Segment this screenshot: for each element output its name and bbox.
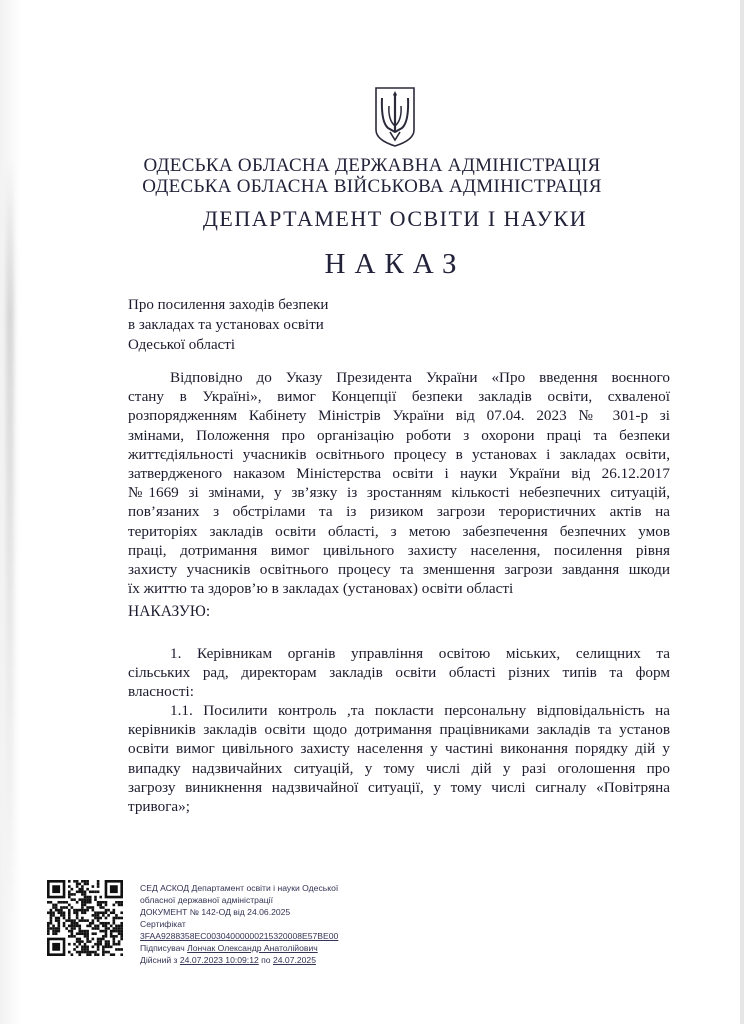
item-1-line: сільських рад, директорам закладів освіти області різних типів та форм	[128, 664, 670, 682]
qr-code-icon	[47, 880, 123, 956]
order-item-1	[128, 644, 670, 702]
department-title: ДЕПАРТАМЕНТ ОСВІТИ І НАУКИ	[202, 206, 588, 231]
valid-mid: по	[261, 955, 271, 965]
item-1-line: власності:	[128, 683, 194, 701]
sed-system-line: СЕД АСКОД Департамент освіти і науки Одеської	[140, 883, 339, 893]
military-administration-title: ОДЕСЬКА ОБЛАСНА ВІЙСЬКОВА АДМІНІСТРАЦІЯ	[142, 176, 602, 197]
order-directive-word: НАКАЗУЮ:	[128, 603, 211, 620]
subject-line: Одеської області	[128, 337, 236, 353]
valid-from: 24.07.2023 10:09:12	[179, 955, 259, 965]
trident-coat-of-arms-icon	[374, 86, 416, 148]
valid-prefix: Дійсний з	[140, 955, 178, 965]
preamble-line: їх життю та здоров’ю в закладах (установах) освіти області	[128, 580, 514, 598]
item-1-1-line: 1.1. Посилити контроль ,та покласти персональну відповідальність на	[170, 702, 670, 719]
preamble-line: територіях закладів освіти області, з метою забезпечення безпечних умов	[128, 522, 670, 540]
signature-details	[140, 882, 380, 966]
preamble-paragraph	[128, 368, 670, 598]
signer-label: Підписувач	[140, 943, 185, 953]
item-1-1-line: тривога»;	[128, 798, 190, 816]
preamble-line: затвердженого наказом Міністерства освіти і науки України від 26.12.2017	[128, 465, 670, 483]
preamble-line: захисту учасників освітнього процесу та зменшення загрози завдання шкоди	[128, 561, 670, 579]
valid-to: 24.07.2025	[272, 955, 316, 965]
order-subject	[128, 295, 428, 355]
signer-line	[140, 942, 380, 954]
item-1-line: 1. Керівникам органів управління освітою міських, селищних та	[170, 645, 670, 662]
sed-org-line: обласної державної адміністрації	[140, 895, 273, 905]
validity-line	[140, 954, 380, 966]
subject-line: Про посилення заходів безпеки	[128, 297, 329, 313]
electronic-signature-stamp	[47, 880, 367, 980]
administration-title: ОДЕСЬКА ОБЛАСНА ДЕРЖАВНА АДМІНІСТРАЦІЯ	[143, 155, 601, 176]
document-number: ДОКУМЕНТ № 142-ОД від 24.06.2025	[140, 907, 291, 917]
item-1-1-line: освіти вимог цивільного захисту населення у частині виконання порядку дій у	[128, 740, 670, 758]
item-1-1-line: керівників закладів освіти щодо дотримання працівниками закладів та установ	[128, 721, 670, 739]
scan-right-edge	[740, 0, 744, 1024]
preamble-line: стану в Україні», вимог Концепції безпеки закладів освіти, схваленої	[128, 388, 670, 406]
preamble-line: життєдіяльності учасників освітнього процесу в установах і закладах освіти,	[128, 445, 670, 463]
preamble-line: Відповідно до Указу Президента України «Про введення воєнного	[170, 369, 670, 386]
certificate-label: Сертифікат	[140, 919, 186, 929]
document-type-heading: НАКАЗ	[324, 248, 466, 280]
preamble-line: розпорядженням Кабінету Міністрів України від 07.04. 2023 № 301-р зі	[128, 407, 670, 425]
certificate-id: 3FAA9288358EC00304000000215320008E57BE00	[140, 931, 339, 941]
order-item-1-1	[128, 701, 670, 816]
preamble-line: змінами, Положення про організацію роботи з охорони праці та безпеки	[128, 426, 670, 444]
preamble-line: праці, дотримання вимог цивільного захисту населення, посилення рівня	[128, 541, 670, 559]
item-1-1-line: випадку надзвичайних ситуацій, у тому числі дій у разі оголошення про	[128, 759, 670, 777]
subject-line: в закладах та установах освіти	[128, 317, 324, 333]
preamble-line: №1669 зі змінами, у зв’язку із зростанням кількості небезпечних ситуацій,	[128, 484, 670, 502]
signer-name: Лончак Олександр Анатолійович	[187, 943, 318, 953]
item-1-1-line: загрозу виникнення надзвичайної ситуації, у тому числі сигналу «Повітряна	[128, 778, 670, 796]
preamble-line: пов’язаних з обстрілами та із ризиком загрози терористичних актів на	[128, 503, 670, 521]
